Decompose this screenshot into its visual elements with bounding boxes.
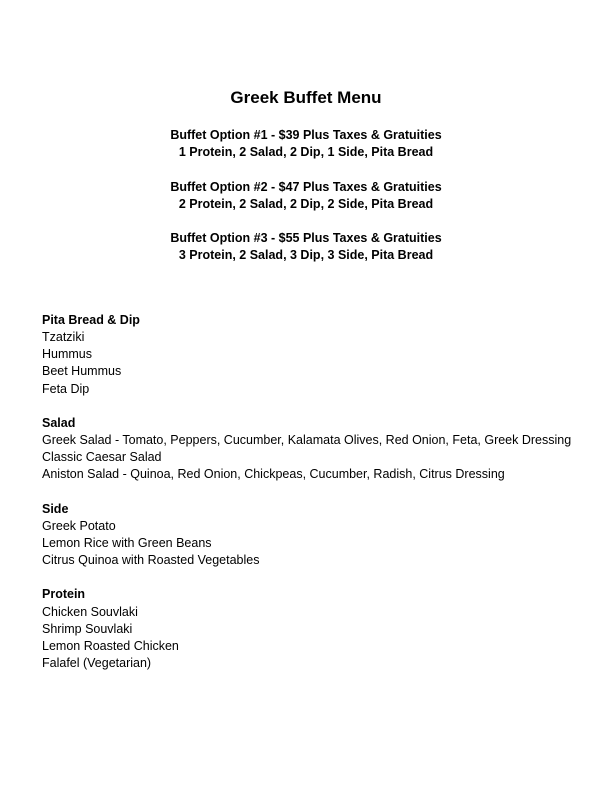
menu-item: Lemon Roasted Chicken (42, 639, 179, 654)
buffet-option-detail: 1 Protein, 2 Salad, 2 Dip, 1 Side, Pita Bread (178, 145, 434, 160)
menu-item: Lemon Rice with Green Beans (42, 536, 212, 551)
buffet-option-detail: 3 Protein, 2 Salad, 3 Dip, 3 Side, Pita Bread (178, 248, 434, 263)
menu-section-header: Salad (42, 415, 76, 430)
menu-section-header: Pita Bread & Dip (42, 312, 140, 327)
menu-sections (0, 312, 612, 673)
menu-section-header: Protein (42, 587, 86, 602)
buffet-option-heading: Buffet Option #3 - $55 Plus Taxes & Gratuities (170, 231, 442, 246)
menu-item: Citrus Quinoa with Roasted Vegetables (42, 553, 260, 568)
buffet-options (0, 127, 612, 265)
buffet-option-heading: Buffet Option #1 - $39 Plus Taxes & Gratuities (170, 128, 442, 142)
buffet-option-detail: 2 Protein, 2 Salad, 2 Dip, 2 Side, Pita Bread (178, 196, 434, 211)
menu-item: Greek Potato (42, 518, 116, 533)
section-pita-bread-and-dip (42, 312, 612, 398)
menu-item: Classic Caesar Salad (42, 450, 162, 465)
menu-item: Beet Hummus (42, 364, 122, 379)
section-protein (42, 586, 612, 672)
menu-item: Chicken Souvlaki (42, 604, 138, 619)
section-salad (42, 415, 612, 484)
buffet-option-2 (0, 179, 612, 214)
page-title: Greek Buffet Menu (230, 88, 382, 107)
menu-section-header: Side (42, 501, 69, 516)
menu-item: Tzatziki (42, 329, 85, 344)
menu-item: Shrimp Souvlaki (42, 621, 133, 636)
menu-item: Aniston Salad - Quinoa, Red Onion, Chickpeas, Cucumber, Radish, Citrus Dressing (42, 467, 505, 482)
buffet-option-heading: Buffet Option #2 - $47 Plus Taxes & Gratuities (170, 179, 442, 194)
menu-item: Greek Salad - Tomato, Peppers, Cucumber, Kalamata Olives, Red Onion, Feta, Greek Dressing (42, 433, 572, 447)
menu-item: Hummus (42, 347, 93, 362)
menu-item: Feta Dip (42, 381, 90, 396)
buffet-option-1 (0, 127, 612, 162)
menu-item: Falafel (Vegetarian) (42, 656, 152, 671)
buffet-option-3 (0, 230, 612, 265)
section-side (42, 501, 612, 570)
